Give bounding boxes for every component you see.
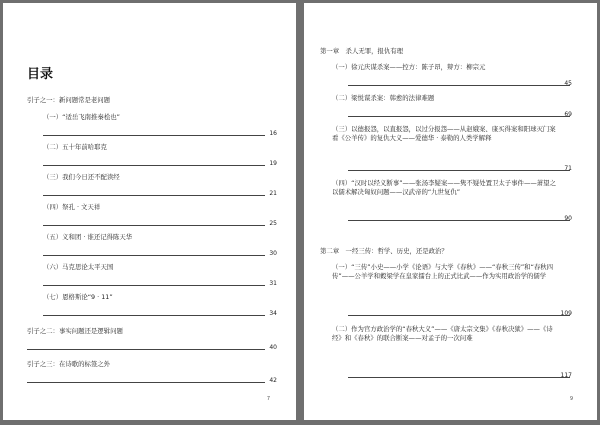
toc-heading: 目录 [27,67,54,82]
entry-page-number: 109 [560,310,572,317]
leader-line [27,349,265,350]
entry-title: 引子之二：事实问题还是逻辑问题 [27,327,123,335]
entry-page-number: 40 [269,344,277,351]
entry-title: （七）恩格斯论“9 · 11” [43,293,113,301]
entry-title: 引子之三：在诗歌的标签之外 [27,360,111,368]
leader-line [43,255,265,256]
right-page [304,3,597,420]
entry-title: （一）“三传”小史——小学《论语》与大学《春秋》——“春秋三传”和“春秋四传”——公羊学和穀梁学在皇家擂台上的正式比武——作为实用政治学的儒学 [332,263,554,280]
leader-line [43,225,265,226]
entry-page-number: 45 [564,80,572,87]
entry-page-number: 30 [269,250,277,257]
entry-page-number: 31 [269,280,277,287]
entry-page-number: 90 [564,215,572,222]
entry-page-number: 25 [269,220,277,227]
leader-line [43,315,265,316]
leader-line [348,315,570,316]
leader-line [348,170,570,171]
leader-line [43,195,265,196]
leader-line [43,165,265,166]
entry-page-number: 117 [560,372,572,379]
entry-page-number: 21 [269,190,277,197]
leader-line [348,220,570,221]
entry-page-number: 69 [564,111,572,118]
leader-line [348,377,570,378]
entry-page-number: 19 [269,160,277,167]
entry-title: （六）马克思论太平天国 [43,263,114,271]
entry-title: （一）徐元庆谋杀案——控方：陈子昂，辩方：柳宗元 [332,63,486,71]
entry-title: （三）以德报怨，以直报怨，以过分报怨——从赵娥案、康买得案和阳球灭门案看《公羊传》的复仇大义——爱德华 · 泰勒的人类学解释 [332,125,556,142]
leader-line [43,135,265,136]
leader-line [348,116,570,117]
entry-title: （四）祭孔 · 文天祥 [43,203,101,211]
entry-title: （三）我们今日还不配读经 [43,173,120,181]
page-folio: 7 [266,396,270,402]
entry-page-number: 42 [269,377,277,384]
entry-page-number: 71 [564,165,572,172]
leader-line [43,285,265,286]
chapter-title: 第二章 一经三传：哲学、历史，还是政治？ [320,247,448,255]
entry-page-number: 34 [269,310,277,317]
leader-line [348,85,570,86]
entry-title: （二）作为官方政治学的“春秋大义”——《唐太宗文集》《春秋决狱》——《诗经》和《春秋》的联合断案——对孟子的一次问难 [332,325,553,342]
entry-title: （二）梁悦谋杀案：韩愈的法律难题 [332,94,435,102]
chapter-title: 第一章 杀人无罪，报仇有理 [320,47,404,55]
entry-title: （四）“汉时以经义断事”——张汤李疑案——隽不疑处置卫太子事件——萧望之以儒术解决匈奴问题——汉武帝的“九世复仇” [332,179,556,196]
entry-title: 引子之一：新问题常是老问题 [27,96,111,104]
entry-page-number: 16 [269,130,277,137]
entry-title: （一）“适岳飞南推秦桧也” [43,113,120,121]
left-page [3,3,296,420]
entry-title: （五）义和团 · 谁还记得陈天华 [43,233,133,241]
leader-line [27,382,265,383]
page-folio: 9 [569,396,573,402]
entry-title: （二）五十年前哈耶克 [43,143,107,151]
